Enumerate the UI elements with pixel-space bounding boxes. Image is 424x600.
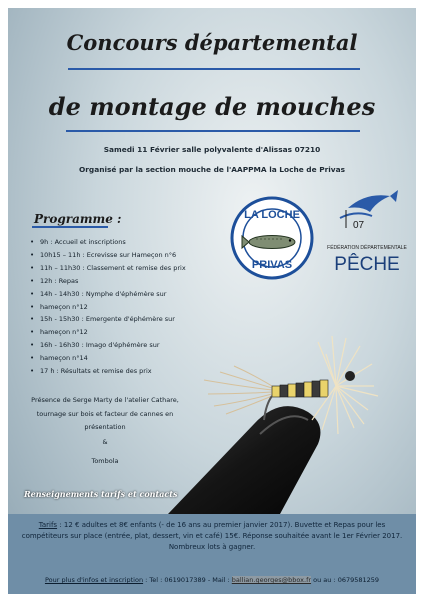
fly-body: [272, 380, 328, 397]
federation-logo: [326, 188, 408, 278]
title-underline-2: [66, 130, 360, 132]
club-logo-top-text: LA LOCHE: [244, 209, 300, 221]
programme-item: • hameçon n°12: [24, 326, 214, 339]
programme-item: • hameçon n°12: [24, 301, 214, 314]
programme-item: • hameçon n°14: [24, 352, 214, 365]
programme-item: • 15h - 15h30 : Emergente d'éphémère sur: [24, 313, 214, 326]
programme-item: • 10h15 – 11h : Ecrevisse sur Hameçon n°6: [24, 249, 214, 262]
email-link[interactable]: ballian.georges@bbox.fr: [231, 576, 312, 584]
programme-item: • 16h - 16h30 : Imago d'éphémère sur: [24, 339, 214, 352]
programme-heading: Programme :: [34, 212, 122, 226]
programme-underline: [32, 226, 108, 228]
federation-name: FÉDÉRATION DÉPARTEMENTALE: [327, 245, 407, 251]
fish-icon: [249, 236, 295, 249]
club-logo-bottom-text: PRIVAS: [251, 259, 293, 271]
title-line-2: de montage de mouches: [48, 92, 376, 121]
contact-heading: Renseignements tarifs et contacts: [24, 489, 178, 499]
infos-label: Pour plus d'infos et inscription: [44, 576, 144, 584]
vise-jaw: [168, 406, 320, 514]
programme-item: • 17 h : Résultats et remise des prix: [24, 365, 214, 378]
programme-item: • 11h – 11h30 : Classement et remise des prix: [24, 262, 214, 275]
programme-item: • 14h - 14h30 : Nymphe d'éphémère sur: [24, 288, 214, 301]
contact-info: [14, 576, 410, 584]
infos-phone-2: ou au : 0679581259: [311, 576, 380, 584]
title-underline-1: [68, 68, 360, 70]
tarifs-paragraph: [20, 520, 404, 553]
event-organizer: Organisé par la section mouche de l'AAPPMA la Loche de Privas: [79, 165, 345, 174]
federation-number: 07: [353, 220, 365, 231]
fish-icon: [348, 195, 390, 212]
club-logo: [230, 196, 314, 280]
title-line-1: Concours départemental: [66, 30, 358, 55]
tarifs-text: : 12 € adultes et 8€ enfants (- de 16 ans au premier janvier 2017). Buvette et Repas pour les compétiteurs sur place (entrée, plat, dessert, vin et café) 15€. Réponse souhaitée avant le 1er Février 2017. Nombreux lots à gagner.: [21, 521, 403, 551]
programme-item: • 9h : Accueil et inscriptions: [24, 236, 214, 249]
programme-item: • 12h : Repas: [24, 275, 214, 288]
tarifs-label: Tarifs: [38, 521, 58, 529]
event-date-place: Samedi 11 Février salle polyvalente d'Alissas 07210: [103, 145, 321, 154]
fly-tail-icon: [204, 366, 272, 414]
fly-illustration: [168, 324, 416, 514]
federation-word: PÊCHE: [334, 254, 400, 275]
infos-phone: : Tel : 0619017389 - Mail :: [143, 576, 232, 584]
ampersand: &: [102, 438, 108, 446]
presence-text: Présence de Serge Marty de l'atelier Cathare, tournage sur bois et facteur de cannes en présentation: [31, 396, 179, 432]
tombola-text: Tombola: [91, 457, 119, 465]
poster: [8, 8, 416, 594]
